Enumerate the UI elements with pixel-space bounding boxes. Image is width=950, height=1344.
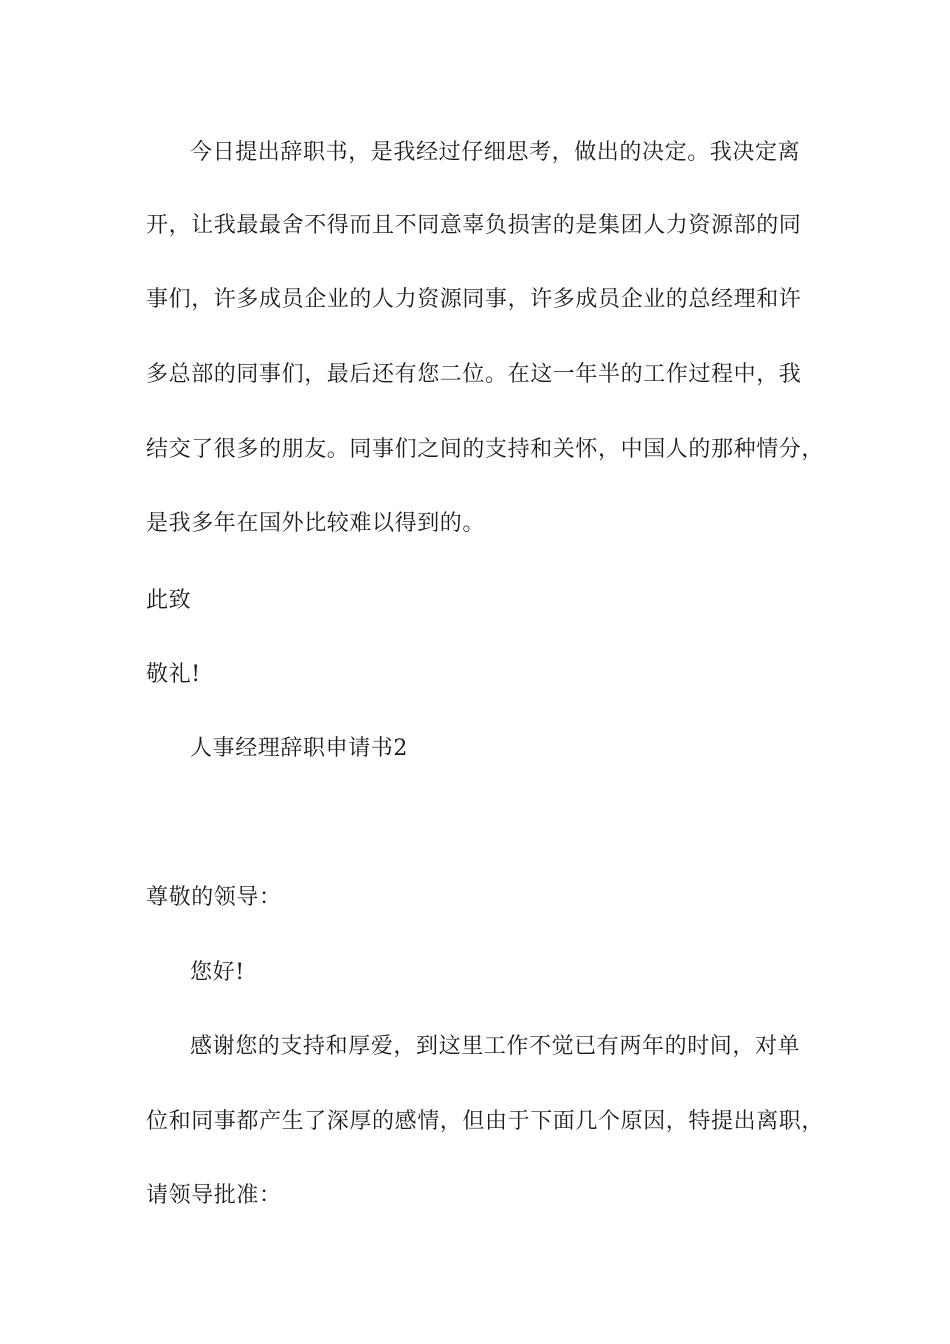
paragraph-line: 请领导批准： (146, 1183, 282, 1208)
paragraph-line: 多总部的同事们，最后还有您二位。在这一年半的工作过程中，我 (146, 362, 802, 387)
section-title: 人事经理辞职申请书2 (190, 736, 408, 761)
salutation: 尊敬的领导： (146, 885, 282, 910)
closing-salute: 敬礼! (146, 662, 201, 687)
greeting: 您好! (190, 960, 245, 985)
paragraph-line: 位和同事都产生了深厚的感情，但由于下面几个原因，特提出离职， (146, 1109, 825, 1134)
paragraph-line: 开，让我最最舍不得而且不同意辜负损害的是集团人力资源部的同 (146, 213, 802, 238)
closing-line: 此致 (146, 588, 192, 613)
paragraph-line: 是我多年在国外比较难以得到的。 (146, 511, 486, 536)
paragraph-line: 感谢您的支持和厚爱，到这里工作不觉已有两年的时间，对单 (190, 1034, 801, 1059)
paragraph-line: 事们，许多成员企业的人力资源同事，许多成员企业的总经理和许 (146, 287, 802, 312)
paragraph-line: 今日提出辞职书，是我经过仔细思考，做出的决定。我决定离 (190, 140, 801, 165)
paragraph-line: 结交了很多的朋友。同事们之间的支持和关怀，中国人的那种情分， (146, 437, 825, 462)
